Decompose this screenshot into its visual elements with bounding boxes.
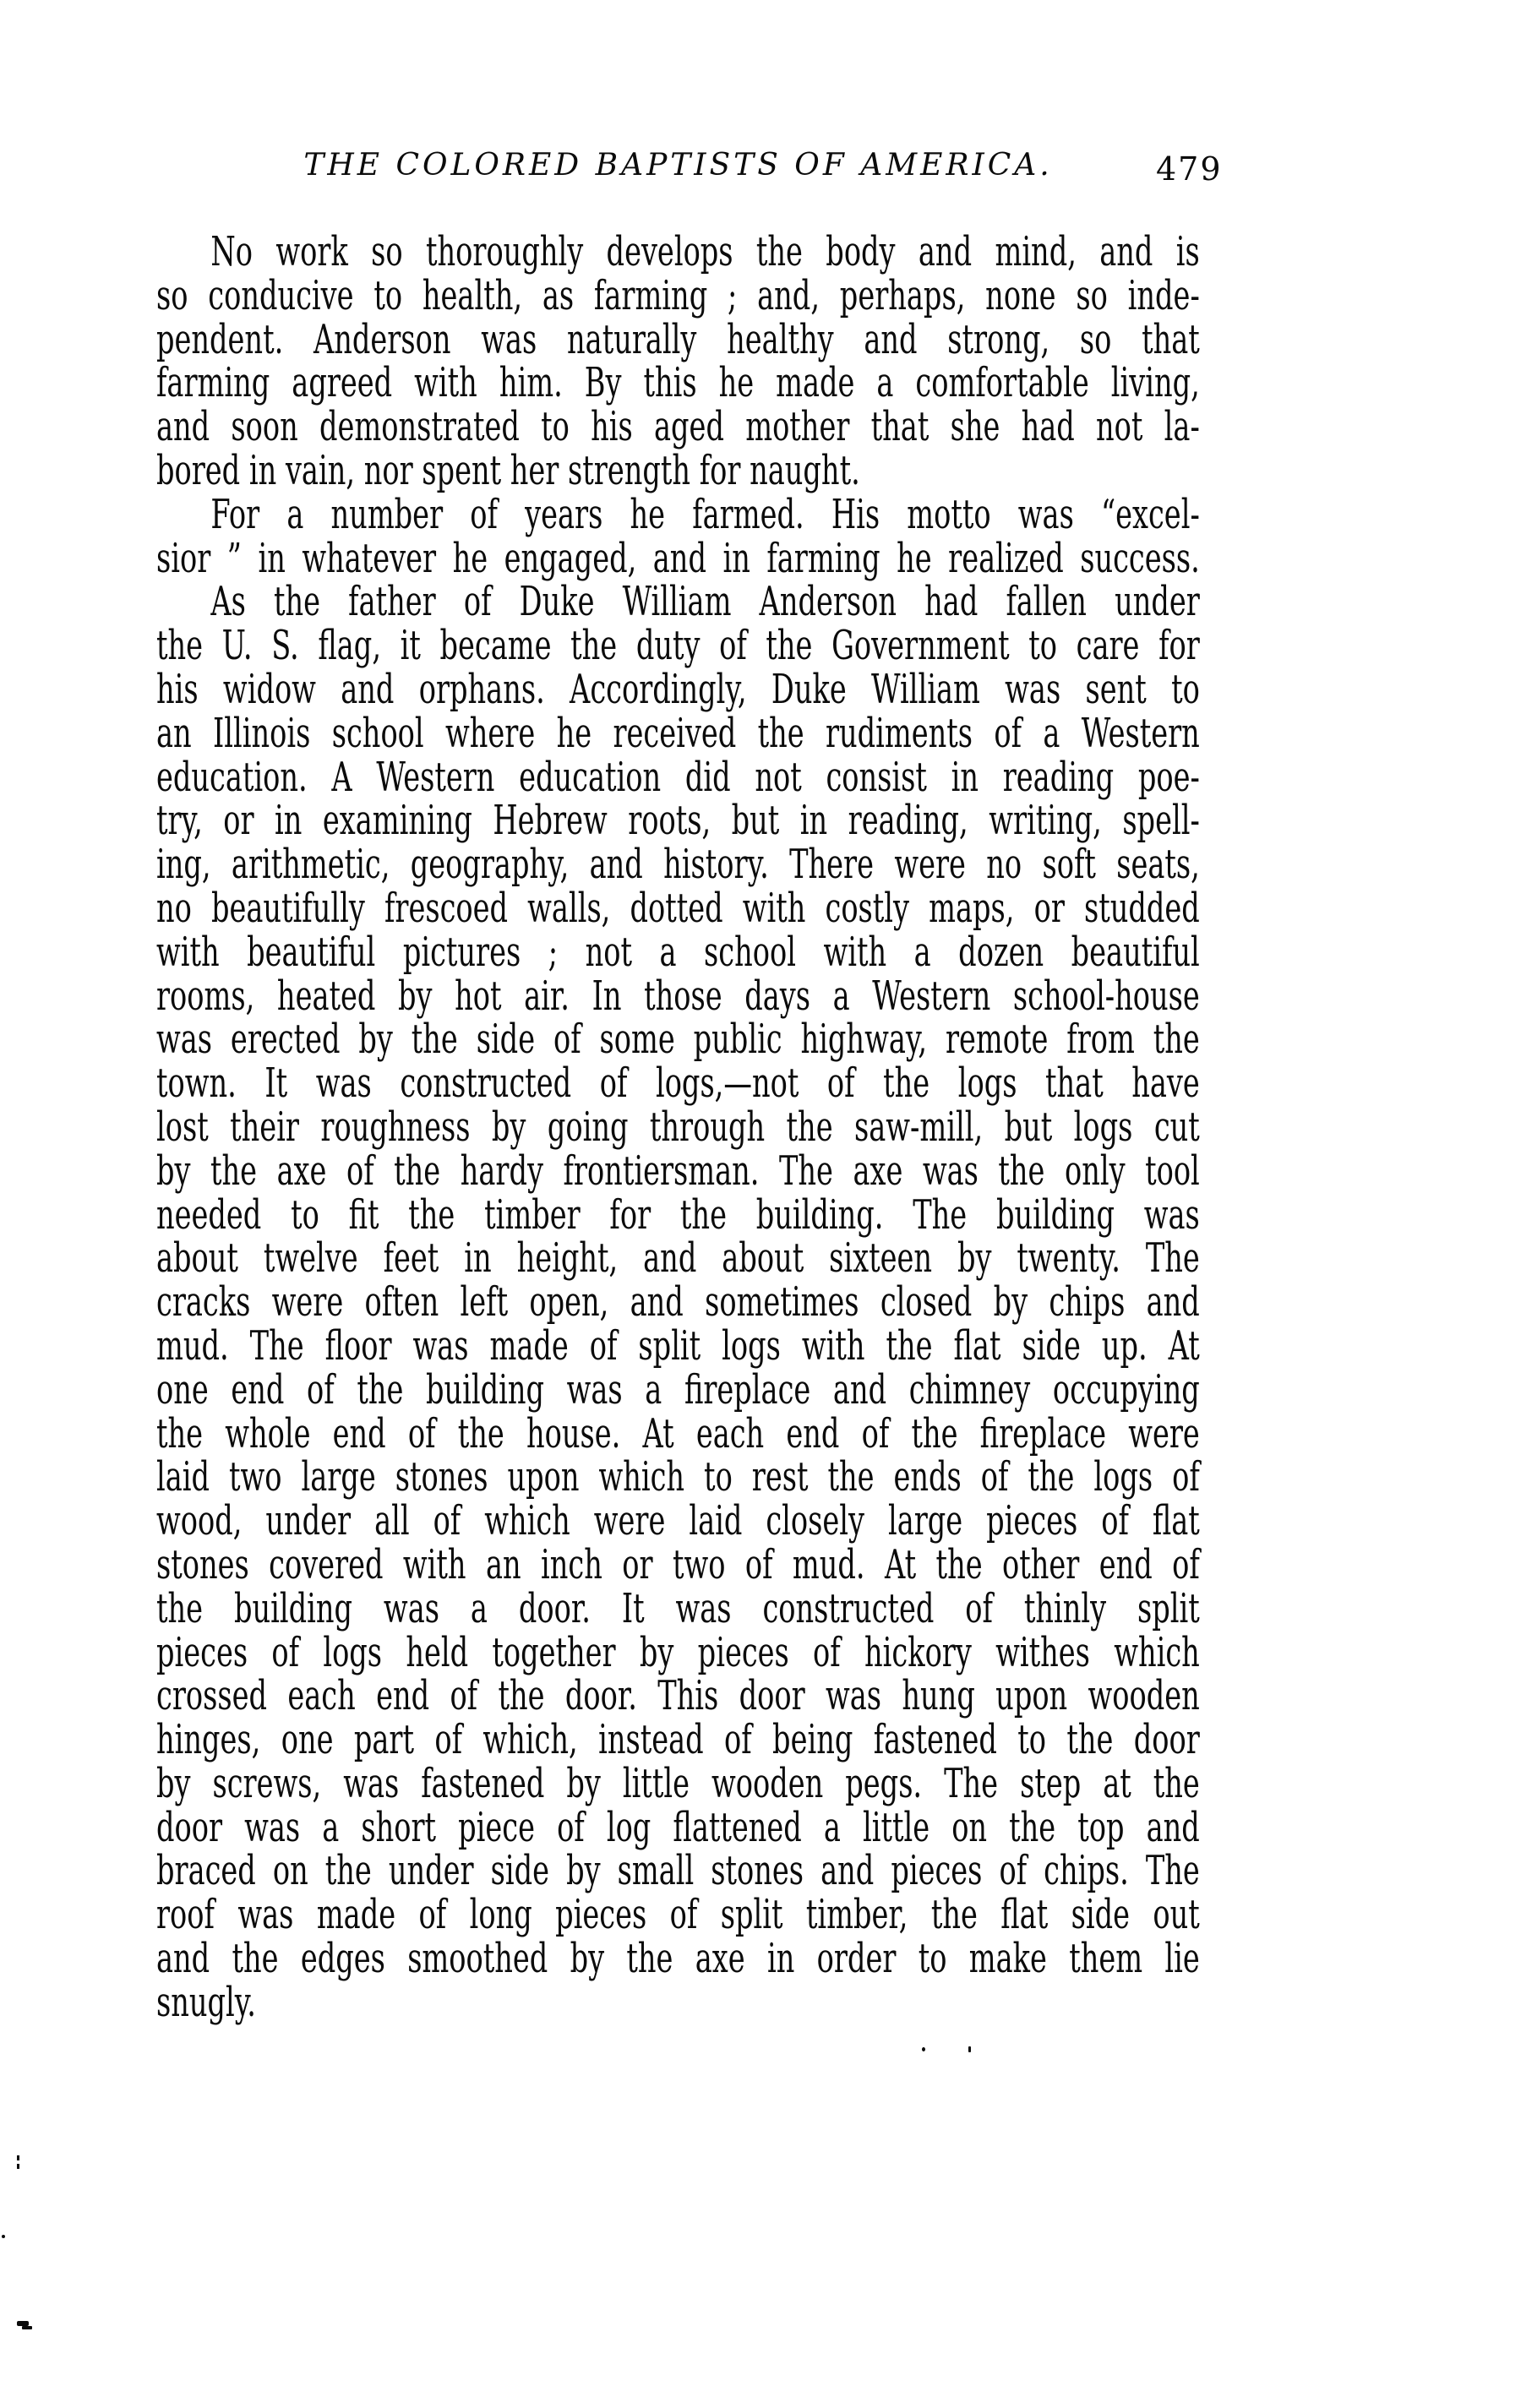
text-line: and soon demonstrated to his aged mother that she had not la-: [156, 403, 1200, 451]
text-line: sior ” in whatever he engaged, and in farming he realized success.: [156, 534, 1200, 582]
text-line: roof was made of long pieces of split timber, the flat side out: [156, 1891, 1200, 1939]
text-line: lost their roughness by going through the saw-mill, but logs cut: [156, 1103, 1200, 1151]
paragraph: [156, 580, 1200, 2024]
text-line: bored in vain, nor spent her strength for naught.: [156, 446, 860, 494]
text-line: education. A Western education did not consist in reading poe-: [156, 753, 1200, 801]
text-line: hinges, one part of which, instead of being fastened to the door: [156, 1716, 1200, 1764]
text-line: rooms, heated by hot air. In those days a Western school-house: [156, 972, 1200, 1020]
text-line: As the father of Duke William Anderson had fallen under: [210, 578, 1200, 626]
scan-speck: [17, 2155, 19, 2160]
running-header-title: THE COLORED BAPTISTS OF AMERICA.: [303, 148, 1053, 183]
text-line: about twelve feet in height, and about sixteen by twenty. The: [156, 1234, 1200, 1283]
text-line: so conducive to health, as farming ; and, perhaps, none so inde-: [156, 271, 1200, 319]
text-line: and the edges smoothed by the axe in order to make them lie: [156, 1935, 1200, 1983]
text-line: crossed each end of the door. This door was hung upon wooden: [156, 1672, 1200, 1720]
text-line: the whole end of the house. At each end of the fireplace were: [156, 1409, 1200, 1457]
text-line: ing, arithmetic, geography, and history. There were no soft seats,: [156, 841, 1200, 889]
text-line: no beautifully frescoed walls, dotted with costly maps, or studded: [156, 884, 1200, 932]
page-number: 479: [1156, 150, 1223, 188]
text-line: by screws, was fastened by little wooden pegs. The step at the: [156, 1759, 1200, 1807]
page-body-text: [156, 228, 1200, 2026]
text-line: one end of the building was a fireplace and chimney occupying: [156, 1365, 1200, 1414]
text-line: For a number of years he farmed. His motto was “excel-: [210, 490, 1200, 538]
text-line: pieces of logs held together by pieces of hickory withes which: [156, 1628, 1200, 1676]
text-line: town. It was constructed of logs,—not of the logs that have: [156, 1060, 1200, 1108]
paragraph: [156, 228, 1200, 494]
text-line: needed to fit the timber for the building. The building was: [156, 1190, 1200, 1239]
scan-speck: [2, 2235, 5, 2238]
text-line: by the axe of the hardy frontiersman. The axe was the only tool: [156, 1147, 1200, 1195]
text-line: braced on the under side by small stones and pieces of chips. The: [156, 1847, 1200, 1895]
text-line: mud. The floor was made of split logs with the flat side up. At: [156, 1321, 1200, 1370]
text-line: with beautiful pictures ; not a school with a dozen beautiful: [156, 928, 1200, 976]
text-line: stones covered with an inch or two of mud. At the other end of: [156, 1540, 1200, 1588]
text-line: No work so thoroughly develops the body and mind, and is: [210, 228, 1200, 275]
text-line: door was a short piece of log flattened a little on the top and: [156, 1803, 1200, 1851]
scan-speck: [17, 2321, 29, 2326]
text-line: wood, under all of which were laid closely large pieces of flat: [156, 1497, 1200, 1545]
text-line: snugly.: [156, 1978, 256, 2026]
text-line: was erected by the side of some public highway, remote from the: [156, 1016, 1200, 1064]
paragraph: [156, 490, 1200, 582]
text-line: the U. S. flag, it became the duty of the Government to care for: [156, 622, 1200, 670]
scan-speck: [968, 2046, 971, 2052]
text-line: the building was a door. It was constructed of thinly split: [156, 1584, 1200, 1632]
text-line: farming agreed with him. By this he made a comfortable living,: [156, 359, 1200, 407]
text-line: try, or in examining Hebrew roots, but in reading, writing, spell-: [156, 797, 1200, 845]
text-line: cracks were often left open, and sometimes closed by chips and: [156, 1278, 1200, 1327]
text-line: laid two large stones upon which to rest the ends of the logs of: [156, 1453, 1200, 1501]
scan-speck: [922, 2047, 925, 2051]
text-line: an Illinois school where he received the rudiments of a Western: [156, 709, 1200, 757]
text-line: pendent. Anderson was naturally healthy and strong, so that: [156, 315, 1200, 363]
text-line: his widow and orphans. Accordingly, Duke William was sent to: [156, 665, 1200, 713]
